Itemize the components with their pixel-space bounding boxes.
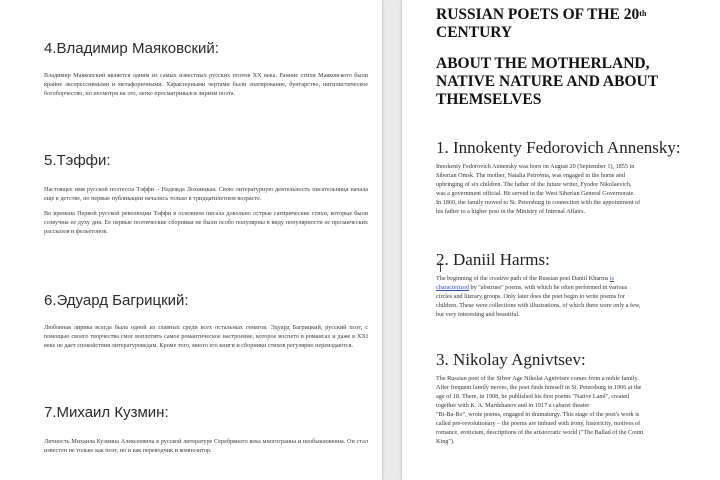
section-paragraph: Настоящее имя русской поэтессы Тэффи – Надежда Лохвицкая. Свою литературную деятельность писательница начала еще в детстве, но первые публикации начались только в тридцатилетнем возрасте. xyxy=(44,186,368,202)
section-bagritsky xyxy=(44,292,368,350)
text-line: age of 18. There, in 1908, he published his first poems "Native Land", created xyxy=(436,393,630,400)
text-line: upbringing of six children. The father of the future writer, Fyodor Nikolaevich, xyxy=(436,181,632,188)
section-paragraph: Личность Михаила Кузмина Алексеевича в русской литературе Серебряного века многогранна и необыкновенна. Он стал известен не только как поэт, но и как переводчик и композитор. xyxy=(44,438,368,454)
section-mayakovsky xyxy=(44,40,368,98)
document-subtitle xyxy=(436,55,720,109)
text-line: children. These were collections with illustrations, of which there were only a few, xyxy=(436,302,641,309)
title-superscript: th xyxy=(639,9,647,18)
text-line: King"). xyxy=(436,438,455,445)
text-line: After frequent family moves, the poet finds himself in St. Petersburg in 1906 at the xyxy=(436,384,642,391)
text-fragment: by "abstruse" poems, with which he often performed in various xyxy=(468,284,628,291)
section-teffi xyxy=(44,152,368,236)
text-line: romance, eroticism, descriptions of the aristocratic world ("The Ballad of the Count xyxy=(436,429,644,436)
text-line xyxy=(436,274,720,283)
text-line: was a government official. He served in the West Siberian General Governorate. xyxy=(436,190,635,197)
text-line: but very interesting and beautiful. xyxy=(436,311,520,318)
section-heading: 5.Тэффи: xyxy=(44,152,111,169)
section-heading: 3. Nikolay Agnivtsev: xyxy=(436,350,586,369)
hyperlink-characterized[interactable]: characterized xyxy=(436,284,469,291)
title-line-2: CENTURY xyxy=(436,24,513,41)
section-paragraph: Во времена Первой русской революции Тэффи в основном писала довольно острые сатирические стихи, которые были созвучны ее духу дня. Ее первые поэтические сборники не были особо популярны в виду популярности ее прозаических рассказов и фельетонов. xyxy=(44,210,368,235)
text-line: Innokenty Fedorovich Annensky was born on August 20 (September 1), 1855 in xyxy=(436,163,635,170)
section-agnivtsev xyxy=(436,350,720,446)
subtitle-line: NATIVE NATURE AND ABOUT xyxy=(436,73,659,90)
hyperlink-is[interactable]: is xyxy=(609,275,615,282)
section-heading: 2. Daniil Harms: xyxy=(436,250,550,269)
section-harms xyxy=(436,250,720,319)
text-line: "Bi-Ba-Bo", wrote poems, engaged in dramaturgy. This stage of the poet's work is xyxy=(436,411,640,418)
section-kuzmin xyxy=(44,404,368,455)
right-document-page xyxy=(402,0,720,480)
text-line: In 1860, the family moved to St. Petersburg in connection with the appointment of xyxy=(436,199,641,206)
section-paragraph: Владимир Маяковский является одним из самых известных русских поэтов XX века. Ранние стихи Маяковского были крайне экспрессивными и метафоричными. Характерными чертами были эпатирование, бунтарство, нигилистическое богоборчество, но несмотря на это, легко просматривался лиризм поэта. xyxy=(44,72,368,97)
section-heading: 4.Владимир Маяковский: xyxy=(44,40,219,57)
text-line: circles and literary groups. Only later does the poet begin to write poems for xyxy=(436,293,626,300)
text-fragment: The beginning of the creative path of the Russian poet Daniil Kharms xyxy=(436,275,610,282)
text-line: his father to a higher post in the Ministry of Internal Affairs. xyxy=(436,208,586,215)
text-line: called pre-revolutionary – the poems are imbued with irony, historicity, motives of xyxy=(436,420,641,427)
subtitle-line: THEMSELVES xyxy=(436,91,542,108)
text-line xyxy=(436,283,720,292)
document-title xyxy=(436,6,720,42)
text-line: Siberian Omsk. The mother, Natalia Petrovna, was engaged in the home and xyxy=(436,172,625,179)
text-line: The Russian poet of the Silver Age Nikolai Agnivtsev comes from a noble family. xyxy=(436,375,639,382)
title-line-1: RUSSIAN POETS OF THE 20 xyxy=(436,6,640,23)
subtitle-line: ABOUT THE MOTHERLAND, xyxy=(436,55,650,72)
section-annensky xyxy=(436,138,720,216)
section-heading: 6.Эдуард Багрицкий: xyxy=(44,292,189,309)
section-heading: 1. Innokenty Fedorovich Annensky: xyxy=(436,138,681,157)
section-heading: 7.Михаил Кузмин: xyxy=(44,404,169,421)
text-line: together with K. A. Mardzhanov and in 1917 a cabaret theater xyxy=(436,402,590,409)
section-paragraph: Любовная лирика всегда была одной из главных среди всех остальных гемагов. Эдуард Багрицкий, русский поэт, с помощью своего творчества смог воплотить самое романтическое настроение, которое воспето в романсах и даже в XXI веке не дает спокойствия литературоведам. Кроме того, много его книги и сборники стихов регулярно переиздаются. xyxy=(44,324,368,349)
